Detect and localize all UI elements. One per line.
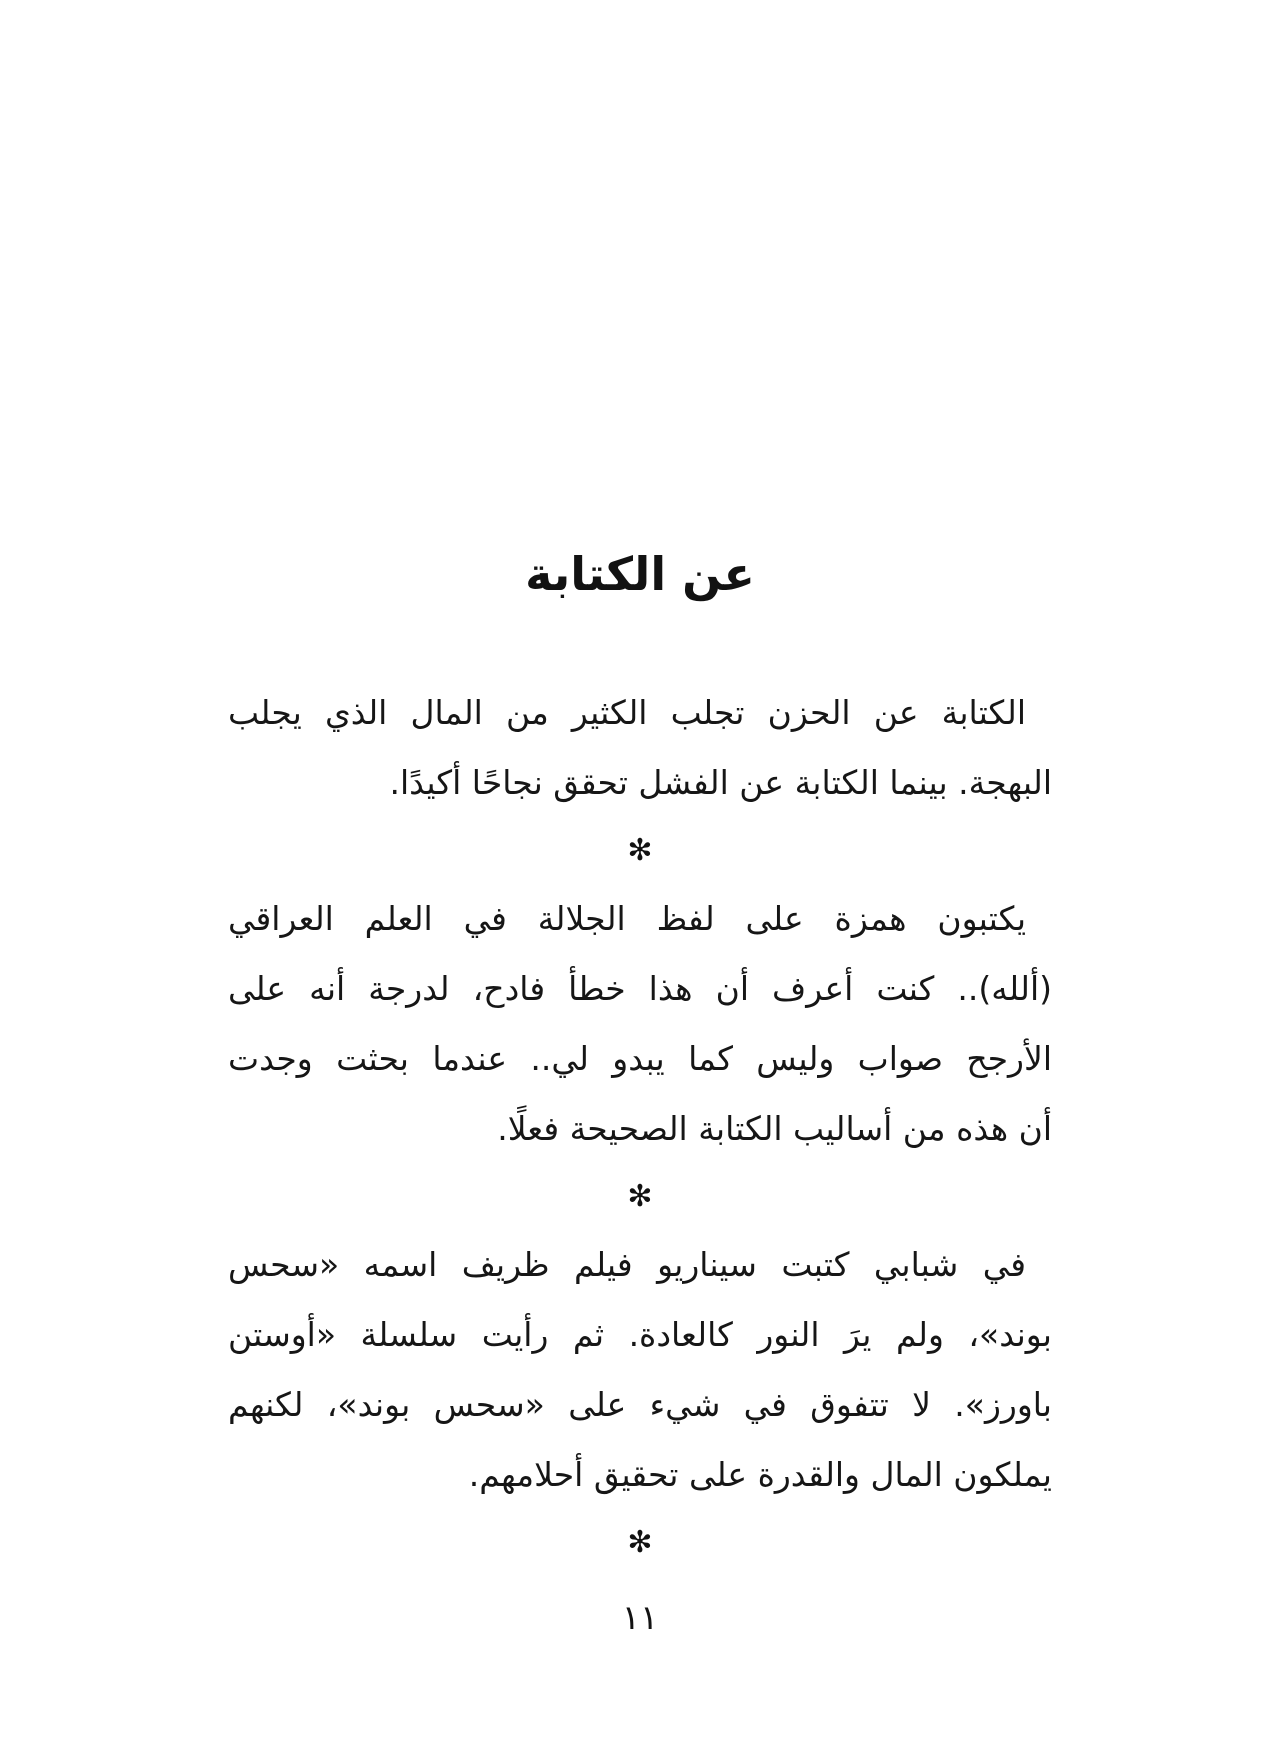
text-line: يكتبون همزة على لفظ الجلالة في العلم العراقي xyxy=(228,899,1026,938)
text-line: باورز». لا تتفوق في شيء على «سحس بوند»، لكنهم xyxy=(228,1385,1052,1424)
text-line: الأرجح صواب وليس كما يبدو لي.. عندما بحثت وجدت xyxy=(228,1039,1052,1078)
text-line: البهجة. بينما الكتابة عن الفشل تحقق نجاحًا أكيدًا. xyxy=(389,763,1052,802)
paragraph-1 xyxy=(228,678,1052,818)
paragraph-3 xyxy=(228,1230,1052,1510)
chapter-title: عن الكتابة xyxy=(525,547,755,601)
text-line: أن هذه من أساليب الكتابة الصحيحة فعلًا. xyxy=(497,1109,1052,1148)
page-content xyxy=(228,0,1052,1648)
text-line: (ألله).. كنت أعرف أن هذا خطأ فادح، لدرجة أنه على xyxy=(228,969,1052,1008)
page-number: ١١ xyxy=(621,1598,659,1638)
text-line: يملكون المال والقدرة على تحقيق أحلامهم. xyxy=(468,1455,1052,1494)
paragraph-2 xyxy=(228,884,1052,1164)
section-divider-ornament: ✻ xyxy=(627,1179,653,1214)
text-line: الكتابة عن الحزن تجلب الكثير من المال الذي يجلب xyxy=(228,693,1026,732)
text-line: في شبابي كتبت سيناريو فيلم ظريف اسمه «سحس xyxy=(228,1245,1026,1284)
section-divider-ornament: ✻ xyxy=(627,833,653,868)
section-divider-ornament: ✻ xyxy=(627,1525,653,1560)
text-line: بوند»، ولم يرَ النور كالعادة. ثم رأيت سلسلة «أوستن xyxy=(228,1315,1052,1354)
